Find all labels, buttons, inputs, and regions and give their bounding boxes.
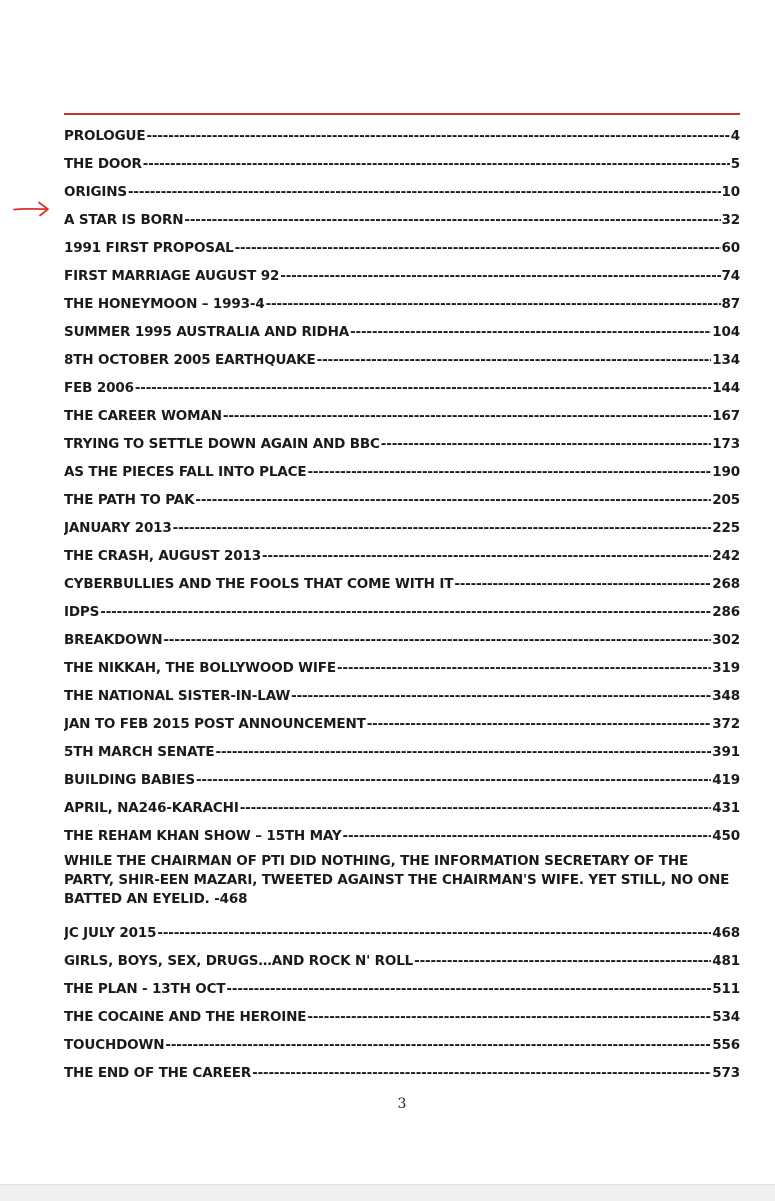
toc-entry-title: THE NIKKAH, THE BOLLYWOOD WIFE [64,660,336,676]
toc-entry [64,368,740,396]
dot-leader [262,548,711,564]
toc-entry-title: TOUCHDOWN [64,1037,165,1053]
toc-entry-title: THE PATH TO PAK [64,492,195,508]
toc-entry-page: 319 [712,660,740,676]
dot-leader [381,436,711,452]
toc-entry [64,284,740,312]
toc-entry-title: THE DOOR [64,156,142,172]
dot-leader [350,324,711,340]
dot-leader [195,492,711,508]
toc-entry-title: TRYING TO SETTLE DOWN AGAIN AND BBC [64,436,380,452]
toc-entry [64,788,740,816]
toc-entry [64,941,740,969]
toc-entry-title: APRIL, NA246-KARACHI [64,800,239,816]
toc-entry [64,172,740,200]
toc-entry-title: FEB 2006 [64,380,134,396]
toc-entry-title: GIRLS, BOYS, SEX, DRUGS…AND ROCK N' ROLL [64,953,414,969]
dot-leader [128,184,721,200]
toc-entry [64,340,740,368]
toc-entry-title: JANUARY 2013 [64,520,172,536]
dot-leader [163,632,711,648]
toc-entry [64,969,740,997]
dot-leader [135,380,711,396]
toc-entry [64,424,740,452]
dot-leader [226,981,711,997]
dot-leader [307,1009,711,1025]
toc-entry-page: 190 [712,464,740,480]
toc-entry [64,816,740,844]
dot-leader [196,772,711,788]
toc-entry-page: 60 [721,240,740,256]
toc-entry [64,913,740,941]
toc-entry-title: THE COCAINE AND THE HEROINE [64,1009,307,1025]
toc-entry-page: 481 [712,953,740,969]
dot-leader [240,800,712,816]
toc-entry-page: 511 [712,981,740,997]
dot-leader [266,296,721,312]
dot-leader [367,716,712,732]
toc-entry-title: JAN TO FEB 2015 POST ANNOUNCEMENT [64,716,366,732]
dot-leader [307,464,711,480]
toc-entry-page: 167 [712,408,740,424]
toc-entry [64,592,740,620]
dot-leader [146,128,729,144]
dot-leader [143,156,730,172]
dot-leader [343,828,712,844]
toc-entry [64,452,740,480]
toc-entry-page: 468 [712,925,740,941]
dot-leader [414,953,711,969]
toc-entry-page: 144 [712,380,740,396]
toc-entry [64,997,740,1025]
dot-leader [291,688,711,704]
dot-leader [100,604,711,620]
dot-leader [165,1037,711,1053]
toc-entry [64,704,740,732]
toc-entry-page: 372 [712,716,740,732]
toc-entry [64,228,740,256]
toc-entry-page: 173 [712,436,740,452]
dot-leader [215,744,711,760]
dot-leader [157,925,711,941]
toc-entry-page: 431 [712,800,740,816]
dot-leader [252,1065,711,1081]
toc-entry-title: ORIGINS [64,184,127,200]
toc-entry [64,1025,740,1053]
toc-entry-title: PROLOGUE [64,128,146,144]
header-rule [64,113,740,115]
dot-leader [184,212,720,228]
toc-entry [64,116,740,144]
toc-entry [64,564,740,592]
toc-entry-page: 205 [712,492,740,508]
toc-entry-page: 419 [712,772,740,788]
dot-leader [173,520,712,536]
viewer-bottom-edge [0,1184,775,1201]
toc-entry-page: 534 [712,1009,740,1025]
toc-entry-title: THE CRASH, AUGUST 2013 [64,548,261,564]
toc-entry-title: IDPS [64,604,100,620]
toc-entry-page: 74 [721,268,740,284]
toc-entry [64,648,740,676]
toc-entry-page: 573 [712,1065,740,1081]
toc-entry-page: 348 [712,688,740,704]
toc-entry-title: SUMMER 1995 AUSTRALIA AND RIDHA [64,324,350,340]
toc-entry [64,312,740,340]
toc-entry-title: 1991 FIRST PROPOSAL [64,240,234,256]
toc-entry-title: 5TH MARCH SENATE [64,744,215,760]
toc-entry-page: 10 [721,184,740,200]
toc-entry-title: THE REHAM KHAN SHOW – 15TH MAY [64,828,342,844]
toc-entry-page: 87 [721,296,740,312]
table-of-contents [64,116,740,1081]
toc-entry-page: 268 [712,576,740,592]
toc-entry-page: 391 [712,744,740,760]
toc-entry-title: FIRST MARRIAGE AUGUST 92 [64,268,280,284]
toc-entry [64,1053,740,1081]
toc-entry-page: 302 [712,632,740,648]
toc-entry-page: 134 [712,352,740,368]
toc-entry [64,480,740,508]
toc-entry-title: THE HONEYMOON – 1993-4 [64,296,265,312]
toc-entry [64,536,740,564]
dot-leader [317,352,712,368]
toc-entry-title: WHILE THE CHAIRMAN OF PTI DID NOTHING, THE INFORMATION SECRETARY OF THE PARTY, SHIR-EEN MAZARI, TWEETED AGAINST THE CHAIRMAN'S WIFE. YET STILL, NO ONE BATTED AN EYELID. -468 [64,853,730,907]
toc-entry-title: THE NATIONAL SISTER-IN-LAW [64,688,291,704]
toc-entry-title: A STAR IS BORN [64,212,184,228]
arrow-right-icon [12,199,52,219]
toc-entry-title: THE PLAN - 13TH OCT [64,981,226,997]
toc-entry-title: AS THE PIECES FALL INTO PLACE [64,464,307,480]
toc-entry [64,760,740,788]
toc-entry-title: CYBERBULLIES AND THE FOOLS THAT COME WITH IT [64,576,454,592]
toc-entry-title: THE CAREER WOMAN [64,408,222,424]
toc-entry [64,676,740,704]
toc-entry [64,620,740,648]
toc-entry-page: 556 [712,1037,740,1053]
toc-entry-page: 286 [712,604,740,620]
dot-leader [235,240,721,256]
toc-entry [64,732,740,760]
toc-entry-page: 5 [730,156,740,172]
toc-entry-page: 32 [721,212,740,228]
toc-entry-page: 104 [712,324,740,340]
toc-entry-page: 225 [712,520,740,536]
toc-entry [64,844,740,913]
toc-entry-title: BUILDING BABIES [64,772,195,788]
page-number: 3 [397,1096,407,1112]
toc-entry [64,508,740,536]
toc-entry-title: 8TH OCTOBER 2005 EARTHQUAKE [64,352,316,368]
toc-entry-title: THE END OF THE CAREER [64,1065,252,1081]
toc-entry [64,396,740,424]
toc-entry-page: 4 [730,128,740,144]
toc-entry-page: 450 [712,828,740,844]
dot-leader [280,268,720,284]
toc-entry [64,144,740,172]
toc-entry-title: BREAKDOWN [64,632,163,648]
dot-leader [223,408,711,424]
toc-entry [64,200,740,228]
dot-leader [454,576,711,592]
toc-entry [64,256,740,284]
dot-leader [337,660,711,676]
toc-entry-title: JC JULY 2015 [64,925,157,941]
toc-entry-page: 242 [712,548,740,564]
